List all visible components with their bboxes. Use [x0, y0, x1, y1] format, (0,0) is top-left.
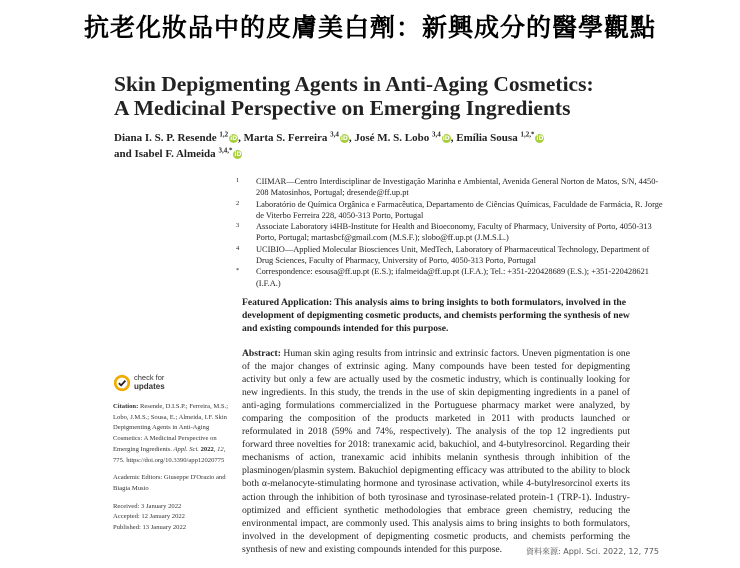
check-updates-icon: [113, 374, 131, 392]
orcid-icon[interactable]: iD: [340, 134, 348, 142]
affiliation-item: 2 Laboratório de Química Orgânica e Farmacêutica, Departamento de Ciências Químicas, Faculdade de Farmácia, R. Jorge de Viterbo Ferreira 228, 4050-313 Porto, Portugal: [236, 199, 663, 220]
dates-block: [113, 502, 231, 534]
article-sidebar: [113, 402, 231, 541]
author: Diana I. S. P. Resende $^{1,2}$iD,: [114, 130, 244, 144]
affiliation-item: 1 CIIMAR—Centro Interdisciplinar de Investigação Marinha e Ambiental, Avenida General Norton de Matos, S/N, 4450-208 Matosinhos, Portugal; dresende@ff.up.pt: [236, 177, 659, 198]
abstract-label: Abstract:: [242, 348, 281, 359]
abstract: [242, 347, 630, 556]
abstract-text: Human skin aging results from intrinsic and extrinsic factors. Uneven pigmentation is one of the major changes of extrinsic aging. Many compounds have been tested for depigmenting activity but only a few are actually used by the cosmetic industry, which is continually looking for new ingredients. In this study, the trends in the use of skin depigmenting ingredients in a panel of anti-aging formulations commercialized in the Portuguese pharmacy market were analyzed, by comparing the composition of the products marketed in 2011 with products launched or reformulated in 2018 (59% and 74%, respectively). The analysis of the top 12 ingredients put forward three novelties for 2018: tranexamic acid, bakuchiol, and 4-butylresorcinol. Regarding their mechanisms of action, tranexamic acid inhibits melanin synthesis through inhibition of the plasminogen/plasmin system. Bakuchiol depigmenting efficacy was attributed to the ability to block both α-melanocyte-stimulating hormone and tyrosinase activation, while 4-butylresorcinol exerts its action through the inhibition of both tyrosinase and tyrosinase-related protein-1 (TRP-1). Industry-optimized and efficient synthetic methodologies that embrace green chemistry, reducing the environmental impact, are commonly used. This analysis aims to bring insights to both formulators, involved in the development of depigmenting cosmetic products, and chemists performing the synthesis of new and existing compounds intended for this purpose.: [242, 348, 630, 555]
published-date: Published: 13 January 2022: [113, 524, 187, 532]
orcid-icon[interactable]: iD: [536, 134, 544, 142]
author: Marta S. Ferreira $^{3,4}$iD,: [243, 130, 355, 144]
affiliation-item: 3 Associate Laboratory i4HB-Institute for Health and Bioeconomy, Faculty of Pharmacy, University of Porto, 4050-313 Porto, Portugal; martasbcf@gmail.com (M.S.F.); slobo@ff.up.pt (J.M.S.L.): [236, 222, 652, 243]
affiliations: [236, 176, 666, 289]
orcid-icon[interactable]: iD: [442, 134, 450, 142]
paper-title-line-2: A Medicinal Perspective on Emerging Ingredients: [114, 96, 571, 120]
author: José M. S. Lobo $^{3,4}$iD,: [354, 130, 457, 144]
source-note: 資料來源: Appl. Sci. 2022, 12, 775: [526, 547, 659, 556]
affiliation-item: * Correspondence: esousa@ff.up.pt (E.S.); ifalmeida@ff.up.pt (I.F.A.); Tel.: +351-220428689 (E.S.); +351-220428621 (I.F.A.): [236, 267, 649, 288]
featured-application: Featured Application: This analysis aims to bring insights to both formulators, involved in the development of depigmenting cosmetic products, and chemists performing the synthesis of new and existing compounds intended for this purpose.: [242, 297, 630, 335]
academic-editors: Academic Editors: Giuseppe D'Orazio and Biagia Musio: [113, 474, 226, 492]
author-list: [114, 130, 654, 162]
affiliation-item: 4 UCIBIO—Applied Molecular Biosciences Unit, MedTech, Laboratory of Pharmaceutical Technology, Department of Drug Sciences, Faculty of Pharmacy, University of Porto, 4050-313 Porto, Portugal: [236, 244, 650, 266]
paper-title: [114, 72, 674, 120]
orcid-icon[interactable]: iD: [234, 150, 242, 158]
received-date: Received: 3 January 2022: [113, 502, 182, 510]
page-heading: 抗老化妝品中的皮膚美白劑：新興成分的醫學觀點: [83, 13, 656, 42]
citation-block: Citation: Resende, D.I.S.P.; Ferreira, M.S.; Lobo, J.M.S.; Sousa, E.; Almeida, I.F. Skin Depigmenting Agents in Anti-Aging Cosmetics: A Medicinal Perspective on Emerging Ingredients. Appl. Sci. 2022, 12, 775. https://doi.org/10.3390/app12020775: [113, 403, 229, 464]
accepted-date: Accepted: 12 January 2022: [113, 513, 185, 521]
doi-link[interactable]: https://doi.org/10.3390/app12020775: [126, 456, 225, 464]
author: Emília Sousa $^{1,2,*}$iD: [456, 130, 544, 144]
orcid-icon[interactable]: iD: [230, 134, 238, 142]
paper-title-line-1: Skin Depigmenting Agents in Anti-Aging Cosmetics:: [114, 72, 594, 96]
author: and Isabel F. Almeida $^{3,4,*}$iD: [114, 146, 242, 160]
check-updates-text: check for updates: [134, 373, 165, 391]
check-for-updates-badge[interactable]: [113, 372, 183, 394]
